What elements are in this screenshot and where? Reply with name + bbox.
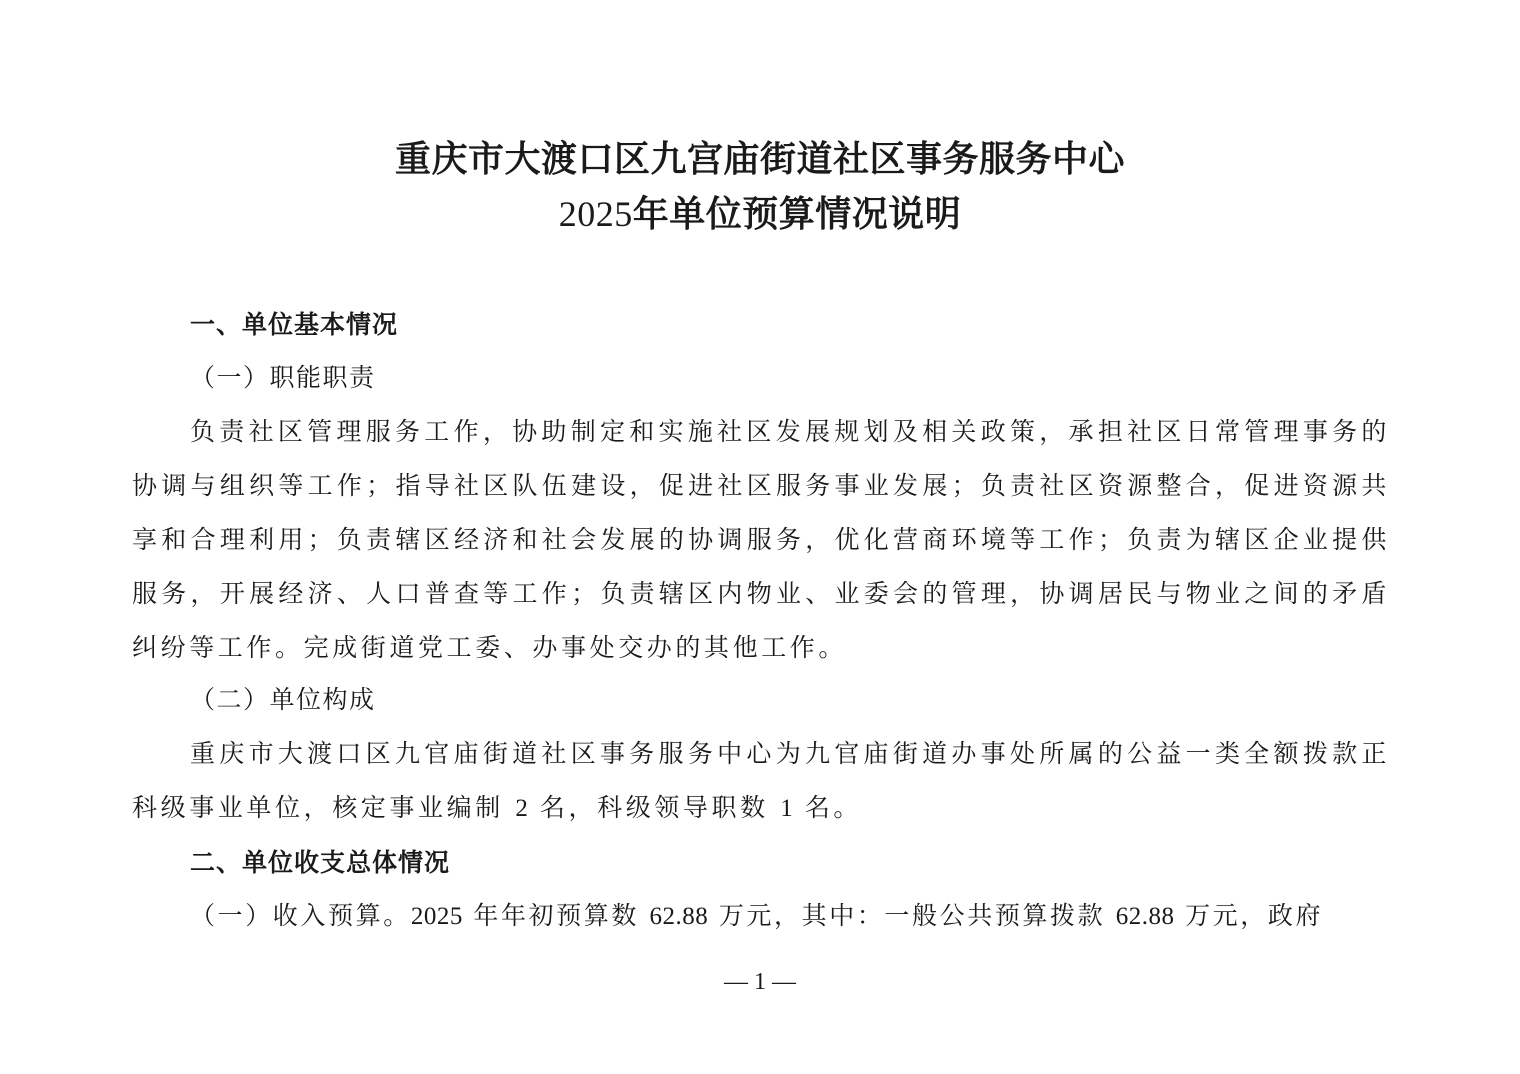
revenue-budget-line: （一）收入预算。2025 年年初预算数 62.88 万元，其中：一般公共预算拨款 62.88 万元，政府 bbox=[190, 901, 1324, 930]
section1-sub2-heading: （二）单位构成 bbox=[190, 685, 376, 714]
section1-sub1-heading: （一）职能职责 bbox=[190, 363, 376, 392]
section1-heading: 一、单位基本情况 bbox=[190, 310, 399, 339]
title-rest: 年单位预算情况说明 bbox=[632, 193, 962, 235]
page-number: — 1 — bbox=[724, 969, 796, 995]
composition-paragraph: 重庆市大渡口区九官庙街道社区事务服务中心为九官庙街道办事处所属的公益一类全额拨款正科级事业单位，核定事业编制 2 名，科级领导职数 1 名。 bbox=[132, 739, 1390, 822]
duties-paragraph: 负责社区管理服务工作，协助制定和实施社区发展规划及相关政策，承担社区日常管理事务的协调与组织等工作；指导社区队伍建设，促进社区服务事业发展；负责社区资源整合，促进资源共享和合理利用；负责辖区经济和社会发展的协调服务，优化营商环境等工作；负责为辖区企业提供服务，开展经济、人口普查等工作；负责辖区内物业、业委会的管理，协调居民与物业之间的矛盾纠纷等工作。完成街道党工委、办事处交办的其他工作。 bbox=[132, 417, 1390, 662]
document-title-line2 bbox=[0, 192, 1520, 236]
title-year: 2025 bbox=[558, 194, 633, 234]
section2-heading: 二、单位收支总体情况 bbox=[190, 848, 451, 877]
document-title-line1: 重庆市大渡口区九宫庙街道社区事务服务中心 bbox=[394, 138, 1125, 180]
